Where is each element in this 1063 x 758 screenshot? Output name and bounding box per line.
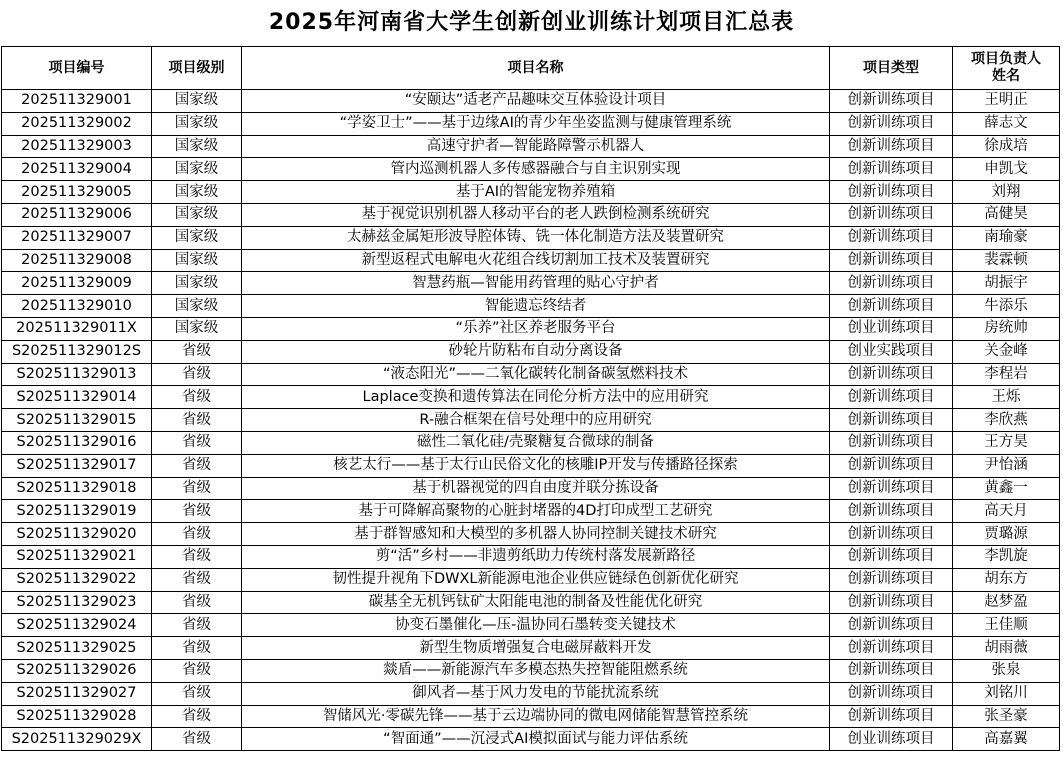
table-row (2, 500, 1060, 523)
cell-level: 国家级 (152, 135, 242, 158)
table-row (2, 249, 1060, 272)
cell-project-no: S202511329017 (2, 454, 152, 477)
cell-owner: 裴霖顿 (953, 249, 1060, 272)
cell-owner: 王方昊 (953, 431, 1060, 454)
cell-project-no: 202511329006 (2, 203, 152, 226)
cell-project-type: 创新训练项目 (830, 477, 953, 500)
table-row (2, 523, 1060, 546)
cell-project-name: 智能遗忘终结者 (242, 295, 830, 318)
cell-project-name: “液态阳光”——二氧化碳转化制备碳氢燃料技术 (242, 363, 830, 386)
cell-level: 国家级 (152, 90, 242, 113)
cell-project-name: 新型生物质增强复合电磁屏蔽料开发 (242, 637, 830, 660)
cell-level: 国家级 (152, 295, 242, 318)
cell-project-type: 创新训练项目 (830, 591, 953, 614)
cell-level: 省级 (152, 523, 242, 546)
cell-project-no: S202511329021 (2, 545, 152, 568)
cell-project-no: S202511329012S (2, 340, 152, 363)
cell-level: 省级 (152, 500, 242, 523)
cell-project-no: S202511329023 (2, 591, 152, 614)
cell-project-type: 创新训练项目 (830, 135, 953, 158)
table-row (2, 158, 1060, 181)
table-row (2, 568, 1060, 591)
cell-project-type: 创新训练项目 (830, 705, 953, 728)
header-owner-line2: 姓名 (992, 68, 1020, 84)
cell-level: 省级 (152, 728, 242, 751)
cell-level: 国家级 (152, 272, 242, 295)
cell-project-type: 创新训练项目 (830, 545, 953, 568)
table-row (2, 226, 1060, 249)
cell-project-type: 创业训练项目 (830, 317, 953, 340)
cell-project-type: 创新训练项目 (830, 158, 953, 181)
cell-project-no: S202511329013 (2, 363, 152, 386)
table-row (2, 728, 1060, 751)
cell-project-no: S202511329027 (2, 682, 152, 705)
cell-level: 省级 (152, 386, 242, 409)
cell-project-no: 202511329003 (2, 135, 152, 158)
cell-project-type: 创业实践项目 (830, 340, 953, 363)
table-row (2, 477, 1060, 500)
cell-level: 省级 (152, 568, 242, 591)
cell-owner: 关金峰 (953, 340, 1060, 363)
table-row (2, 545, 1060, 568)
cell-project-name: R-融合框架在信号处理中的应用研究 (242, 409, 830, 432)
table-row (2, 317, 1060, 340)
cell-project-no: S202511329019 (2, 500, 152, 523)
cell-level: 省级 (152, 637, 242, 660)
cell-project-type: 创新训练项目 (830, 614, 953, 637)
table-row (2, 386, 1060, 409)
header-row (2, 47, 1060, 90)
cell-project-type: 创新训练项目 (830, 249, 953, 272)
cell-level: 省级 (152, 682, 242, 705)
cell-project-no: 202511329001 (2, 90, 152, 113)
cell-level: 省级 (152, 477, 242, 500)
cell-project-no: S202511329026 (2, 659, 152, 682)
cell-project-name: 高速守护者—智能路障警示机器人 (242, 135, 830, 158)
cell-project-type: 创新训练项目 (830, 568, 953, 591)
cell-project-name: 智储风光·零碳先锋——基于云边端协同的微电网储能智慧管控系统 (242, 705, 830, 728)
cell-level: 省级 (152, 591, 242, 614)
cell-owner: 刘铭川 (953, 682, 1060, 705)
cell-project-type: 创新训练项目 (830, 386, 953, 409)
cell-owner: 黄鑫一 (953, 477, 1060, 500)
cell-project-no: S202511329015 (2, 409, 152, 432)
cell-project-name: 管内巡测机器人多传感器融合与自主识别实现 (242, 158, 830, 181)
cell-project-type: 创新训练项目 (830, 112, 953, 135)
cell-owner: 胡雨薇 (953, 637, 1060, 660)
cell-project-name: “乐养”社区养老服务平台 (242, 317, 830, 340)
cell-project-name: “智面通”——沉浸式AI模拟面试与能力评估系统 (242, 728, 830, 751)
header-type: 项目类型 (830, 47, 953, 90)
cell-project-type: 创新训练项目 (830, 500, 953, 523)
cell-project-name: “学姿卫士”——基于边缘AI的青少年坐姿监测与健康管理系统 (242, 112, 830, 135)
cell-project-type: 创业训练项目 (830, 728, 953, 751)
table-row (2, 454, 1060, 477)
cell-project-no: S202511329025 (2, 637, 152, 660)
cell-project-type: 创新训练项目 (830, 454, 953, 477)
cell-owner: 王烁 (953, 386, 1060, 409)
cell-project-no: 202511329011X (2, 317, 152, 340)
cell-project-name: 御风者—基于风力发电的节能扰流系统 (242, 682, 830, 705)
cell-level: 省级 (152, 409, 242, 432)
page-title: 2025年河南省大学生创新创业训练计划项目汇总表 (268, 10, 795, 35)
cell-owner: 胡东方 (953, 568, 1060, 591)
cell-project-type: 创新训练项目 (830, 523, 953, 546)
cell-owner: 贾璐源 (953, 523, 1060, 546)
cell-project-no: 202511329008 (2, 249, 152, 272)
cell-level: 国家级 (152, 249, 242, 272)
cell-project-name: 磁性二氧化硅/壳聚糖复合微球的制备 (242, 431, 830, 454)
table-row (2, 203, 1060, 226)
cell-project-name: 新型返程式电解电火花组合线切割加工技术及装置研究 (242, 249, 830, 272)
header-owner-line1: 项目负责人 (971, 51, 1041, 67)
cell-owner: 李欣燕 (953, 409, 1060, 432)
table-row (2, 409, 1060, 432)
cell-owner: 刘翔 (953, 181, 1060, 204)
cell-project-type: 创新训练项目 (830, 203, 953, 226)
cell-owner: 徐成培 (953, 135, 1060, 158)
cell-owner: 赵梦盈 (953, 591, 1060, 614)
cell-project-no: 202511329010 (2, 295, 152, 318)
cell-owner: 高天月 (953, 500, 1060, 523)
cell-project-no: S202511329018 (2, 477, 152, 500)
cell-project-no: S202511329022 (2, 568, 152, 591)
table-row (2, 90, 1060, 113)
table-row (2, 272, 1060, 295)
cell-owner: 尹怡涵 (953, 454, 1060, 477)
cell-level: 省级 (152, 363, 242, 386)
cell-owner: 申凯戈 (953, 158, 1060, 181)
cell-project-name: 基于AI的智能宠物养殖箱 (242, 181, 830, 204)
cell-owner: 王明正 (953, 90, 1060, 113)
table-row (2, 591, 1060, 614)
cell-level: 省级 (152, 659, 242, 682)
cell-owner: 南瑜豪 (953, 226, 1060, 249)
cell-project-type: 创新训练项目 (830, 659, 953, 682)
table-row (2, 295, 1060, 318)
cell-project-name: 智慧药瓶—智能用药管理的贴心守护者 (242, 272, 830, 295)
cell-level: 国家级 (152, 158, 242, 181)
table-row (2, 705, 1060, 728)
cell-project-no: S202511329020 (2, 523, 152, 546)
cell-owner: 李凯旋 (953, 545, 1060, 568)
cell-owner: 牛添乐 (953, 295, 1060, 318)
header-owner (953, 47, 1060, 90)
cell-level: 省级 (152, 454, 242, 477)
project-summary-table (1, 46, 1060, 751)
cell-project-no: S202511329014 (2, 386, 152, 409)
header-level: 项目级别 (152, 47, 242, 90)
cell-project-name: 剪“活”乡村——非遗剪纸助力传统村落发展新路径 (242, 545, 830, 568)
table-row (2, 181, 1060, 204)
cell-project-name: 基于机器视觉的四自由度并联分拣设备 (242, 477, 830, 500)
cell-owner: 高嘉翼 (953, 728, 1060, 751)
header-name: 项目名称 (242, 47, 830, 90)
header-project-no: 项目编号 (2, 47, 152, 90)
cell-project-no: S202511329028 (2, 705, 152, 728)
cell-project-no: 202511329004 (2, 158, 152, 181)
cell-project-name: 太赫兹金属矩形波导腔体铸、铣一体化制造方法及装置研究 (242, 226, 830, 249)
cell-project-name: 协变石墨催化—压-温协同石墨转变关键技术 (242, 614, 830, 637)
table-row (2, 682, 1060, 705)
cell-project-no: S202511329024 (2, 614, 152, 637)
cell-project-no: 202511329009 (2, 272, 152, 295)
cell-project-no: S202511329029X (2, 728, 152, 751)
cell-project-no: 202511329007 (2, 226, 152, 249)
table-header (2, 47, 1060, 90)
table-row (2, 363, 1060, 386)
cell-project-no: 202511329005 (2, 181, 152, 204)
cell-level: 省级 (152, 614, 242, 637)
cell-project-name: 基于可降解高聚物的心脏封堵器的4D打印成型工艺研究 (242, 500, 830, 523)
cell-project-name: 碳基全无机钙钛矿太阳能电池的制备及性能优化研究 (242, 591, 830, 614)
cell-owner: 高健昊 (953, 203, 1060, 226)
table-row (2, 431, 1060, 454)
cell-owner: 王佳顺 (953, 614, 1060, 637)
cell-level: 国家级 (152, 317, 242, 340)
cell-project-name: 砂轮片防粘布自动分离设备 (242, 340, 830, 363)
cell-project-type: 创新训练项目 (830, 181, 953, 204)
cell-project-type: 创新训练项目 (830, 637, 953, 660)
table-row (2, 340, 1060, 363)
cell-project-no: S202511329016 (2, 431, 152, 454)
cell-level: 省级 (152, 340, 242, 363)
cell-level: 国家级 (152, 226, 242, 249)
cell-level: 国家级 (152, 203, 242, 226)
cell-owner: 胡振宇 (953, 272, 1060, 295)
cell-project-type: 创新训练项目 (830, 90, 953, 113)
cell-level: 省级 (152, 705, 242, 728)
table-row (2, 659, 1060, 682)
table-row (2, 637, 1060, 660)
cell-project-name: 燚盾——新能源汽车多模态热失控智能阻燃系统 (242, 659, 830, 682)
cell-owner: 房统帅 (953, 317, 1060, 340)
cell-level: 国家级 (152, 181, 242, 204)
cell-project-name: 韧性提升视角下DWXL新能源电池企业供应链绿色创新优化研究 (242, 568, 830, 591)
cell-project-no: 202511329002 (2, 112, 152, 135)
cell-project-name: 基于视觉识别机器人移动平台的老人跌倒检测系统研究 (242, 203, 830, 226)
cell-project-type: 创新训练项目 (830, 272, 953, 295)
cell-project-name: 基于群智感知和大模型的多机器人协同控制关键技术研究 (242, 523, 830, 546)
cell-project-type: 创新训练项目 (830, 226, 953, 249)
table-row (2, 614, 1060, 637)
cell-project-type: 创新训练项目 (830, 363, 953, 386)
table-row (2, 112, 1060, 135)
cell-owner: 张泉 (953, 659, 1060, 682)
cell-project-type: 创新训练项目 (830, 431, 953, 454)
table-body (2, 90, 1060, 751)
cell-project-type: 创新训练项目 (830, 682, 953, 705)
cell-project-name: “安颐达”适老产品趣味交互体验设计项目 (242, 90, 830, 113)
cell-owner: 薛志文 (953, 112, 1060, 135)
cell-owner: 李程岩 (953, 363, 1060, 386)
table-row (2, 135, 1060, 158)
cell-level: 省级 (152, 431, 242, 454)
cell-project-name: Laplace变换和遗传算法在同伦分析方法中的应用研究 (242, 386, 830, 409)
cell-project-type: 创新训练项目 (830, 295, 953, 318)
cell-level: 国家级 (152, 112, 242, 135)
cell-project-name: 核艺太行——基于太行山民俗文化的核雕IP开发与传播路径探索 (242, 454, 830, 477)
cell-level: 省级 (152, 545, 242, 568)
cell-owner: 张圣豪 (953, 705, 1060, 728)
cell-project-type: 创新训练项目 (830, 409, 953, 432)
